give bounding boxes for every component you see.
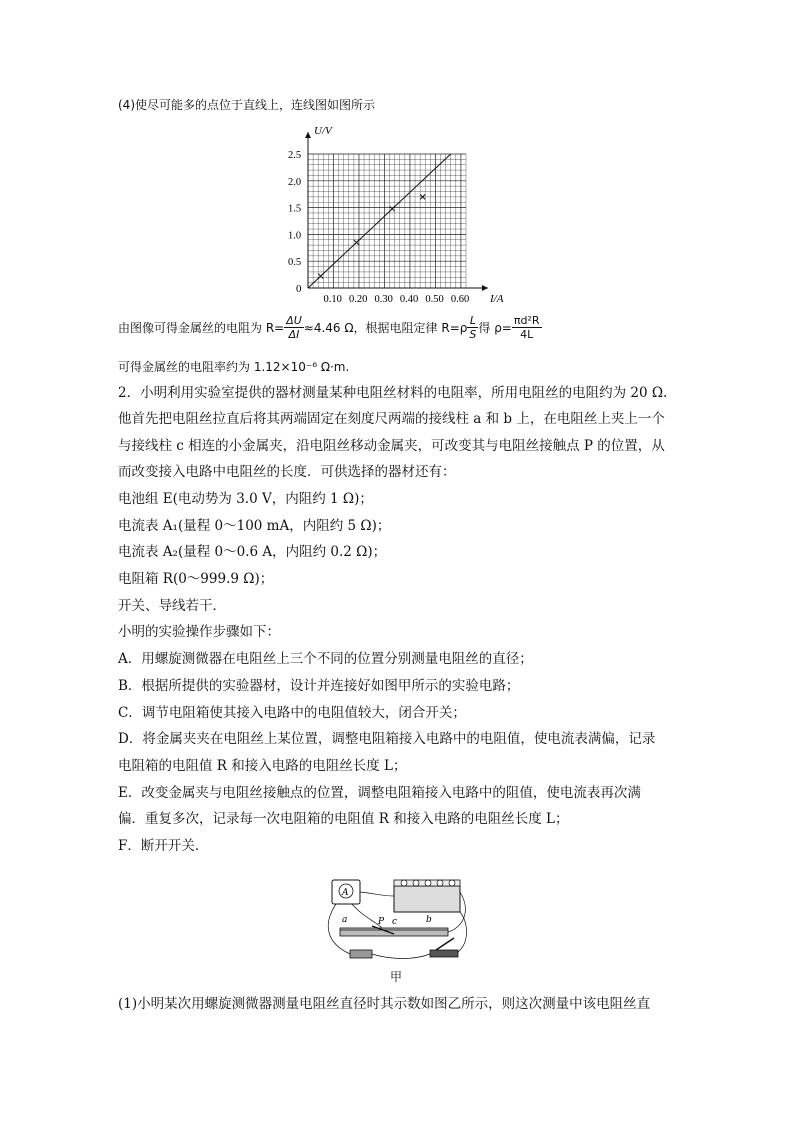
x-tick-label: 0.10: [323, 294, 342, 305]
x-tick-label: 0.40: [399, 294, 419, 305]
q2-line: 电流表 A₂(量程 0～0.6 A，内阻约 0.2 Ω)；: [118, 544, 387, 560]
q2-line: 2．小明利用实验室提供的器材测量某种电阻丝材料的电阻率，所用电阻丝的电阻约为 20 Ω.: [118, 385, 668, 401]
du-di-fraction: [284, 314, 304, 341]
y-tick-label: 1.5: [288, 203, 302, 215]
y-axis-label: U/V: [314, 125, 332, 137]
de-text: 得 ρ=: [478, 320, 512, 335]
switch-icon: [430, 950, 458, 957]
ruler-icon: [340, 928, 448, 936]
q2-line: 电流表 A₁(量程 0～100 mA，内阻约 5 Ω)；: [118, 518, 391, 534]
q2-line: 他首先把电阻丝拉直后将其两端固定在刻度尺两端的接线柱 a 和 b 上，在电阻丝上夹上一个: [118, 411, 665, 427]
battery-icon: [350, 950, 372, 958]
q2-line: 偏．重复多次，记录每一次电阻箱的电阻值 R 和接入电路的电阻丝长度 L；: [118, 811, 569, 827]
ammeter-label: A: [342, 888, 349, 898]
origin-label: 0: [296, 283, 302, 295]
q2-line: 电阻箱的电阻值 R 和接入电路的电阻丝长度 L；: [118, 758, 407, 774]
q2-line: E．改变金属夹与电阻丝接触点的位置，调整电阻箱接入电路中的阻值，使电流表再次满: [118, 785, 641, 801]
q2-line: 开关、导线若干．: [118, 598, 226, 614]
rho-fraction: [512, 314, 542, 341]
part4-intro: (4)使尽可能多的点位于直线上，连线图如图所示: [118, 98, 375, 112]
q2-line: A．用螺旋测微器在电阻丝上三个不同的位置分别测量电阻丝的直径；: [118, 651, 533, 667]
chart-points: [318, 194, 425, 278]
q2-line: 小明的实验操作步骤如下：: [118, 624, 280, 640]
formula-prefix: 由图像可得金属丝的电阻为 R=: [118, 320, 285, 335]
resistance-box-icon: [394, 886, 460, 912]
y-tick-label: 2.5: [288, 150, 302, 161]
label-b: b: [426, 915, 432, 925]
q2-line: D．将金属夹夹在电阻丝上某位置，调整电阻箱接入电路中的电阻值，使电流表满偏，记录: [118, 731, 656, 747]
rho-den: 4L: [520, 328, 534, 341]
q2-line: 而改变接入电路中电阻丝的长度．可供选择的器材还有：: [118, 464, 456, 480]
delta-i: ΔI: [288, 328, 300, 341]
y-tick-label: 1.0: [288, 230, 302, 242]
q2-line: 与接线柱 c 相连的小金属夹，沿电阻丝移动金属夹，可改变其与电阻丝接触点 P 的位置，从: [118, 438, 665, 454]
u-i-chart: [280, 118, 580, 308]
chart-axes: [305, 132, 488, 291]
x-tick-label: 0.20: [348, 294, 368, 305]
figure-caption: 甲: [390, 970, 403, 984]
approx-text: ≈4.46 Ω，根据电阻定律 R=ρ: [303, 320, 468, 335]
resistivity-result: 可得金属丝的电阻率约为 1.12×10⁻⁶ Ω·m.: [118, 360, 350, 374]
x-tick-label: 0.60: [450, 294, 470, 305]
frac-L: L: [467, 314, 478, 328]
delta-u: ΔU: [286, 314, 302, 327]
q2-line: C．调节电阻箱使其接入电路中的电阻值较大，闭合开关；: [118, 705, 466, 721]
rho-num: πd²R: [513, 314, 540, 327]
q2-line: 电阻箱 R(0～999.9 Ω)；: [118, 571, 274, 587]
q2-line: F．断开开关．: [118, 838, 209, 854]
y-axis-arrow: [305, 132, 311, 138]
frac-S: S: [469, 328, 477, 341]
data-point: [318, 274, 323, 279]
l-s-fraction: [467, 314, 478, 341]
x-axis-label: I/A: [490, 293, 504, 305]
chart-grid: [308, 154, 466, 288]
q2-line: 电池组 E(电动势为 3.0 V，内阻约 1 Ω)；: [118, 491, 373, 507]
label-c: c: [392, 917, 398, 927]
label-a: a: [342, 915, 348, 925]
x-tick-label: 0.50: [425, 294, 444, 305]
label-P: P: [378, 917, 385, 927]
data-point: [354, 240, 359, 245]
part1-text: (1)小明某次用螺旋测微器测量电阻丝直径时其示数如图乙所示，则这次测量中该电阻丝直: [118, 996, 651, 1012]
data-point: [390, 206, 395, 211]
circuit-figure: [322, 872, 472, 962]
x-tick-label: 0.30: [374, 294, 393, 305]
x-axis-arrow: [482, 285, 488, 291]
formula-line: [118, 314, 542, 341]
q2-line: B．根据所提供的实验器材，设计并连接好如图甲所示的实验电路；: [118, 678, 520, 694]
y-tick-label: 0.5: [288, 257, 302, 269]
y-tick-label: 2.0: [288, 176, 302, 188]
